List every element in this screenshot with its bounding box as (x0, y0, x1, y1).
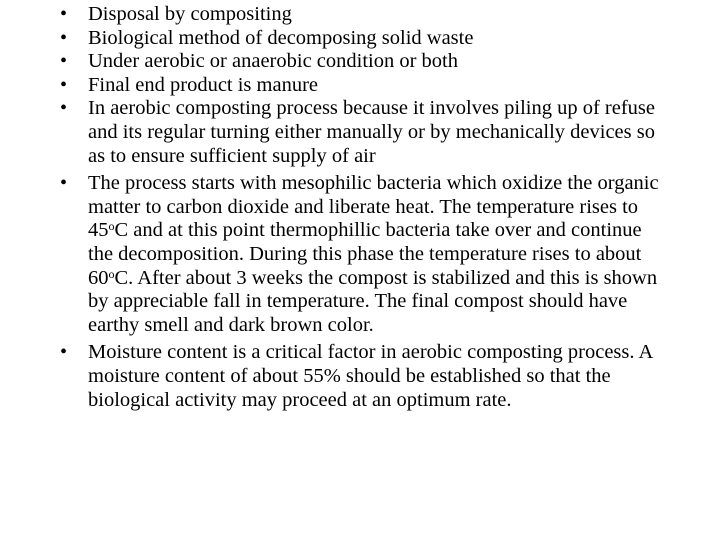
bullet-text: Under aerobic or anaerobic condition or both (88, 50, 459, 73)
bullet-dot: • (60, 73, 68, 96)
bullet-text: The process starts with mesophilic bacteria which oxidize the organic matter to carbon dioxide and liberate heat. The temperature rises to 45$^o$C and at this point thermophillic bacteria take over and continue the decomposition. During this phase the temperature rises to about 60$^o$C. After about 3 weeks the compost is stabilized and this is shown by appreciable fall in temperature. The final compost should have earthy smell and dark brown color. (88, 172, 659, 336)
degree-sign: o (108, 219, 115, 234)
bullet-item-biological-method (60, 27, 660, 51)
bullet-dot: • (60, 26, 68, 49)
degree-sign: o (108, 266, 115, 281)
bullet-item-disposal (60, 3, 660, 27)
bullet-dot: • (60, 341, 68, 364)
bullet-text: Disposal by compositing (88, 3, 292, 25)
bullet-text: Biological method of decomposing solid waste (88, 26, 474, 49)
bullet-list (60, 3, 660, 412)
bullet-dot: • (60, 172, 68, 195)
bullet-text: In aerobic composting process because it involves piling up of refuse and its regular turning either manually or by mechanically devices so as to ensure sufficient supply of air (88, 97, 656, 167)
bullet-text: Final end product is manure (88, 73, 319, 96)
bullet-item-end-product (60, 74, 660, 98)
bullet-item-aerobic-process (60, 97, 660, 168)
bullet-dot: • (60, 3, 68, 25)
bullet-item-conditions (60, 50, 660, 74)
bullet-dot: • (60, 50, 68, 73)
bullet-item-mesophilic-process (60, 172, 660, 337)
bullet-item-moisture-content (60, 341, 660, 412)
bullet-dot: • (60, 97, 68, 120)
bullet-text: Moisture content is a critical factor in aerobic composting process. A moisture content of about 55% should be established so that the biological activity may proceed at an optimum rate. (88, 341, 653, 411)
